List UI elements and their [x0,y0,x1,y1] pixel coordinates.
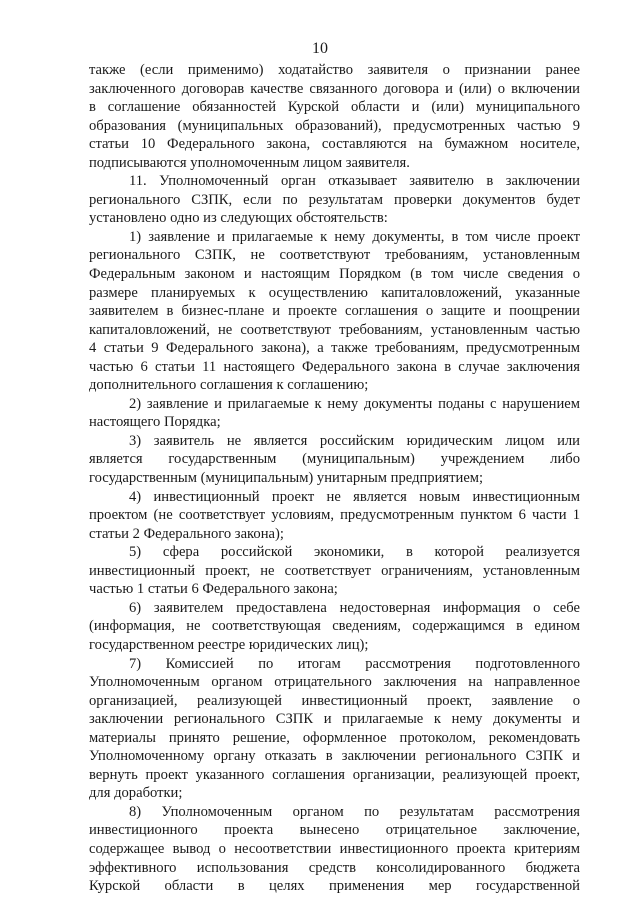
text-line: материалы принято решение, оформленное протоколом, рекомендовать [89,729,580,746]
text-line: образования (муниципальных образований), предусмотренных частью 9 [89,117,580,134]
text-line: подписываются уполномоченным лицом заявителя. [89,154,410,171]
text-line: инвестиционный проект, не соответствует ограничениям, установленным [89,562,580,579]
text-line: 7) Комиссией по итогам рассмотрения подготовленного [129,655,580,672]
paragraph [89,655,580,803]
paragraph [89,803,580,896]
text-line: заключении регионального СЗПК и прилагаемые к нему документы и [89,711,580,728]
text-line: заключенного договорав качестве связанного договора и (или) о включении [89,80,580,97]
paragraph [89,488,580,544]
paragraph [89,432,580,488]
text-line: размере планируемых к осуществлению капиталовложений, указанные [89,284,580,301]
text-line: регионального СЗПК, если по результатам проверки документов будет [89,191,580,208]
text-line: дополнительного соглашения к соглашению; [89,377,369,394]
text-line: статьи 10 Федерального закона, составляются на бумажном носителе, [89,136,580,153]
paragraph [89,395,580,432]
text-line: капиталовложений, не соответствуют требованиям, установленным частью [89,321,580,338]
text-line: 5) сфера российской экономики, в которой реализуется [129,544,580,561]
text-line: частью 6 статьи 11 настоящего Федерального закона в случае заключения [89,358,580,375]
text-line: инвестиционного проекта вынесено отрицательное заключение, [89,822,580,839]
text-line: государственном реестре юридических лиц); [89,636,369,653]
text-line: статьи 2 Федерального закона); [89,525,284,542]
text-line: организацией, реализующей инвестиционный проект, заявление о [89,692,580,709]
text-line: 4 статьи 9 Федерального закона), а также требованиям, предусмотренным [89,340,580,357]
text-line: 8) Уполномоченным органом по результатам рассмотрения [129,803,580,820]
text-line: проектом (не соответствует условиям, предусмотренным пунктом 6 части 1 [89,507,580,524]
text-line: заявителем в бизнес-плане и проекте соглашения о защите и поощрении [89,303,580,320]
text-line: содержащее вывод о несоответствии инвестиционного проекта критериям [89,840,580,857]
text-line: является государственным (муниципальным) учреждением либо [89,451,580,468]
text-line: Уполномоченным органом отрицательного заключения на направленное [89,674,580,691]
text-line: установлено одно из следующих обстоятельств: [89,210,388,227]
text-line: (информация, не соответствующая сведениям, содержащимся в едином [89,618,580,635]
text-line: настоящего Порядка; [89,414,221,431]
text-line: государственным (муниципальным) унитарным предприятием; [89,470,484,487]
paragraph [89,172,580,228]
text-line: 2) заявление и прилагаемые к нему документы поданы с нарушением [129,395,580,412]
text-line: также (если применимо) ходатайство заявителя о признании ранее [89,62,580,78]
text-line: частью 1 статьи 6 Федерального закона; [89,581,338,598]
text-line: для доработки; [89,785,183,802]
paragraph [89,543,580,599]
text-line: эффективного использования средств консолидированного бюджета [89,859,580,876]
text-line: Курской области в целях применения мер государственной [89,878,580,895]
text-line: 6) заявителем предоставлена недостоверная информация о себе [129,599,580,616]
text-line: 3) заявитель не является российским юридическим лицом или [129,432,580,449]
paragraph [89,228,580,395]
text-line: вернуть проект указанного соглашения организации, реализующей проект, [89,766,580,783]
text-line: Федеральным законом и настоящим Порядком (в том числе сведения о [89,266,580,283]
text-line: Уполномоченному органу отказать в заключении регионального СЗПК и [89,748,580,765]
paragraph [89,61,580,172]
page-number: 10 [312,40,328,57]
text-line: в соглашение обязанностей Курской области и (или) муниципального [89,99,580,116]
text-line: 1) заявление и прилагаемые к нему документы, в том числе проект [129,228,580,245]
paragraph [89,599,580,655]
text-line: 4) инвестиционный проект не является новым инвестиционным [129,488,580,505]
document-body [89,61,580,896]
text-line: 11. Уполномоченный орган отказывает заявителю в заключении [129,173,580,190]
text-line: регионального СЗПК, не соответствуют требованиям, установленным [89,247,580,264]
